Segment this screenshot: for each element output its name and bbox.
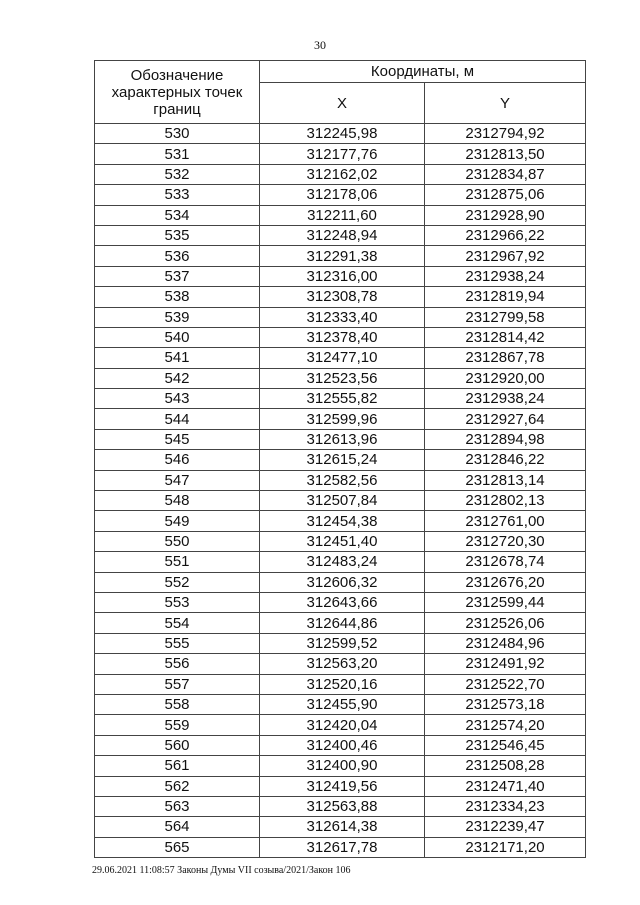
point-cell: 535 <box>95 225 260 245</box>
point-cell: 557 <box>95 674 260 694</box>
x-cell: 312454,38 <box>260 511 425 531</box>
document-footer: 29.06.2021 11:08:57 Законы Думы VII созыва/2021/Закон 106 <box>92 865 351 876</box>
point-cell: 536 <box>95 246 260 266</box>
y-cell: 2312875,06 <box>425 185 586 205</box>
point-cell: 542 <box>95 368 260 388</box>
y-cell: 2312920,00 <box>425 368 586 388</box>
x-cell: 312400,46 <box>260 735 425 755</box>
x-cell: 312615,24 <box>260 450 425 470</box>
x-cell: 312477,10 <box>260 348 425 368</box>
table-row <box>95 837 586 857</box>
y-cell: 2312794,92 <box>425 124 586 144</box>
point-cell: 556 <box>95 654 260 674</box>
y-cell: 2312599,44 <box>425 592 586 612</box>
point-cell: 548 <box>95 491 260 511</box>
table-row <box>95 205 586 225</box>
x-cell: 312599,96 <box>260 409 425 429</box>
point-cell: 531 <box>95 144 260 164</box>
point-cell: 549 <box>95 511 260 531</box>
table-row <box>95 613 586 633</box>
x-cell: 312316,00 <box>260 266 425 286</box>
point-cell: 543 <box>95 389 260 409</box>
x-cell: 312613,96 <box>260 429 425 449</box>
point-cell: 565 <box>95 837 260 857</box>
y-cell: 2312471,40 <box>425 776 586 796</box>
point-cell: 561 <box>95 756 260 776</box>
y-cell: 2312834,87 <box>425 164 586 184</box>
y-cell: 2312239,47 <box>425 817 586 837</box>
y-cell: 2312526,06 <box>425 613 586 633</box>
y-cell: 2312966,22 <box>425 225 586 245</box>
y-cell: 2312491,92 <box>425 654 586 674</box>
y-cell: 2312894,98 <box>425 429 586 449</box>
point-cell: 540 <box>95 327 260 347</box>
y-cell: 2312928,90 <box>425 205 586 225</box>
table-row <box>95 796 586 816</box>
table-row <box>95 429 586 449</box>
header-designation: Обозначение характерных точек границ <box>95 61 260 124</box>
y-cell: 2312867,78 <box>425 348 586 368</box>
table-row <box>95 348 586 368</box>
x-cell: 312563,20 <box>260 654 425 674</box>
table-row <box>95 164 586 184</box>
y-cell: 2312546,45 <box>425 735 586 755</box>
y-cell: 2312813,14 <box>425 470 586 490</box>
point-cell: 539 <box>95 307 260 327</box>
y-cell: 2312508,28 <box>425 756 586 776</box>
table-row <box>95 756 586 776</box>
x-cell: 312291,38 <box>260 246 425 266</box>
table-row <box>95 246 586 266</box>
x-cell: 312520,16 <box>260 674 425 694</box>
y-cell: 2312171,20 <box>425 837 586 857</box>
point-cell: 558 <box>95 694 260 714</box>
table-row <box>95 531 586 551</box>
table-body <box>95 124 586 858</box>
point-cell: 533 <box>95 185 260 205</box>
y-cell: 2312938,24 <box>425 389 586 409</box>
point-cell: 532 <box>95 164 260 184</box>
y-cell: 2312967,92 <box>425 246 586 266</box>
point-cell: 562 <box>95 776 260 796</box>
table-row <box>95 144 586 164</box>
x-cell: 312451,40 <box>260 531 425 551</box>
point-cell: 555 <box>95 633 260 653</box>
table-row <box>95 817 586 837</box>
x-cell: 312378,40 <box>260 327 425 347</box>
x-cell: 312563,88 <box>260 796 425 816</box>
point-cell: 551 <box>95 552 260 572</box>
table-row <box>95 552 586 572</box>
header-x: X <box>260 83 425 124</box>
table-row <box>95 694 586 714</box>
point-cell: 563 <box>95 796 260 816</box>
point-cell: 547 <box>95 470 260 490</box>
table-row <box>95 124 586 144</box>
x-cell: 312245,98 <box>260 124 425 144</box>
y-cell: 2312819,94 <box>425 287 586 307</box>
point-cell: 559 <box>95 715 260 735</box>
x-cell: 312248,94 <box>260 225 425 245</box>
y-cell: 2312573,18 <box>425 694 586 714</box>
x-cell: 312162,02 <box>260 164 425 184</box>
y-cell: 2312802,13 <box>425 491 586 511</box>
table-row <box>95 327 586 347</box>
y-cell: 2312799,58 <box>425 307 586 327</box>
y-cell: 2312522,70 <box>425 674 586 694</box>
point-cell: 545 <box>95 429 260 449</box>
table-row <box>95 654 586 674</box>
header-coordinates: Координаты, м <box>260 61 586 83</box>
y-cell: 2312676,20 <box>425 572 586 592</box>
table-row <box>95 185 586 205</box>
x-cell: 312211,60 <box>260 205 425 225</box>
point-cell: 530 <box>95 124 260 144</box>
table-row <box>95 266 586 286</box>
point-cell: 544 <box>95 409 260 429</box>
table-row <box>95 715 586 735</box>
table-row <box>95 225 586 245</box>
point-cell: 552 <box>95 572 260 592</box>
coordinates-table <box>94 60 586 858</box>
x-cell: 312614,38 <box>260 817 425 837</box>
y-cell: 2312938,24 <box>425 266 586 286</box>
y-cell: 2312761,00 <box>425 511 586 531</box>
x-cell: 312483,24 <box>260 552 425 572</box>
x-cell: 312178,06 <box>260 185 425 205</box>
point-cell: 541 <box>95 348 260 368</box>
y-cell: 2312814,42 <box>425 327 586 347</box>
page-number: 30 <box>314 38 326 52</box>
y-cell: 2312334,23 <box>425 796 586 816</box>
x-cell: 312617,78 <box>260 837 425 857</box>
y-cell: 2312484,96 <box>425 633 586 653</box>
table-row <box>95 572 586 592</box>
x-cell: 312582,56 <box>260 470 425 490</box>
point-cell: 553 <box>95 592 260 612</box>
x-cell: 312555,82 <box>260 389 425 409</box>
y-cell: 2312927,64 <box>425 409 586 429</box>
table-row <box>95 674 586 694</box>
table-row <box>95 368 586 388</box>
table-row <box>95 491 586 511</box>
y-cell: 2312574,20 <box>425 715 586 735</box>
y-cell: 2312813,50 <box>425 144 586 164</box>
table-row <box>95 287 586 307</box>
table-row <box>95 409 586 429</box>
table-row <box>95 776 586 796</box>
point-cell: 550 <box>95 531 260 551</box>
y-cell: 2312678,74 <box>425 552 586 572</box>
point-cell: 546 <box>95 450 260 470</box>
y-cell: 2312846,22 <box>425 450 586 470</box>
table-row <box>95 735 586 755</box>
y-cell: 2312720,30 <box>425 531 586 551</box>
x-cell: 312507,84 <box>260 491 425 511</box>
table-row <box>95 470 586 490</box>
point-cell: 560 <box>95 735 260 755</box>
x-cell: 312455,90 <box>260 694 425 714</box>
point-cell: 538 <box>95 287 260 307</box>
point-cell: 564 <box>95 817 260 837</box>
point-cell: 554 <box>95 613 260 633</box>
x-cell: 312400,90 <box>260 756 425 776</box>
x-cell: 312644,86 <box>260 613 425 633</box>
x-cell: 312643,66 <box>260 592 425 612</box>
table-row <box>95 450 586 470</box>
header-y: Y <box>425 83 586 124</box>
x-cell: 312333,40 <box>260 307 425 327</box>
table-row <box>95 307 586 327</box>
x-cell: 312419,56 <box>260 776 425 796</box>
x-cell: 312308,78 <box>260 287 425 307</box>
table-row <box>95 592 586 612</box>
x-cell: 312420,04 <box>260 715 425 735</box>
x-cell: 312523,56 <box>260 368 425 388</box>
point-cell: 537 <box>95 266 260 286</box>
table-row <box>95 511 586 531</box>
table-row <box>95 633 586 653</box>
table-row <box>95 389 586 409</box>
point-cell: 534 <box>95 205 260 225</box>
x-cell: 312177,76 <box>260 144 425 164</box>
x-cell: 312599,52 <box>260 633 425 653</box>
x-cell: 312606,32 <box>260 572 425 592</box>
